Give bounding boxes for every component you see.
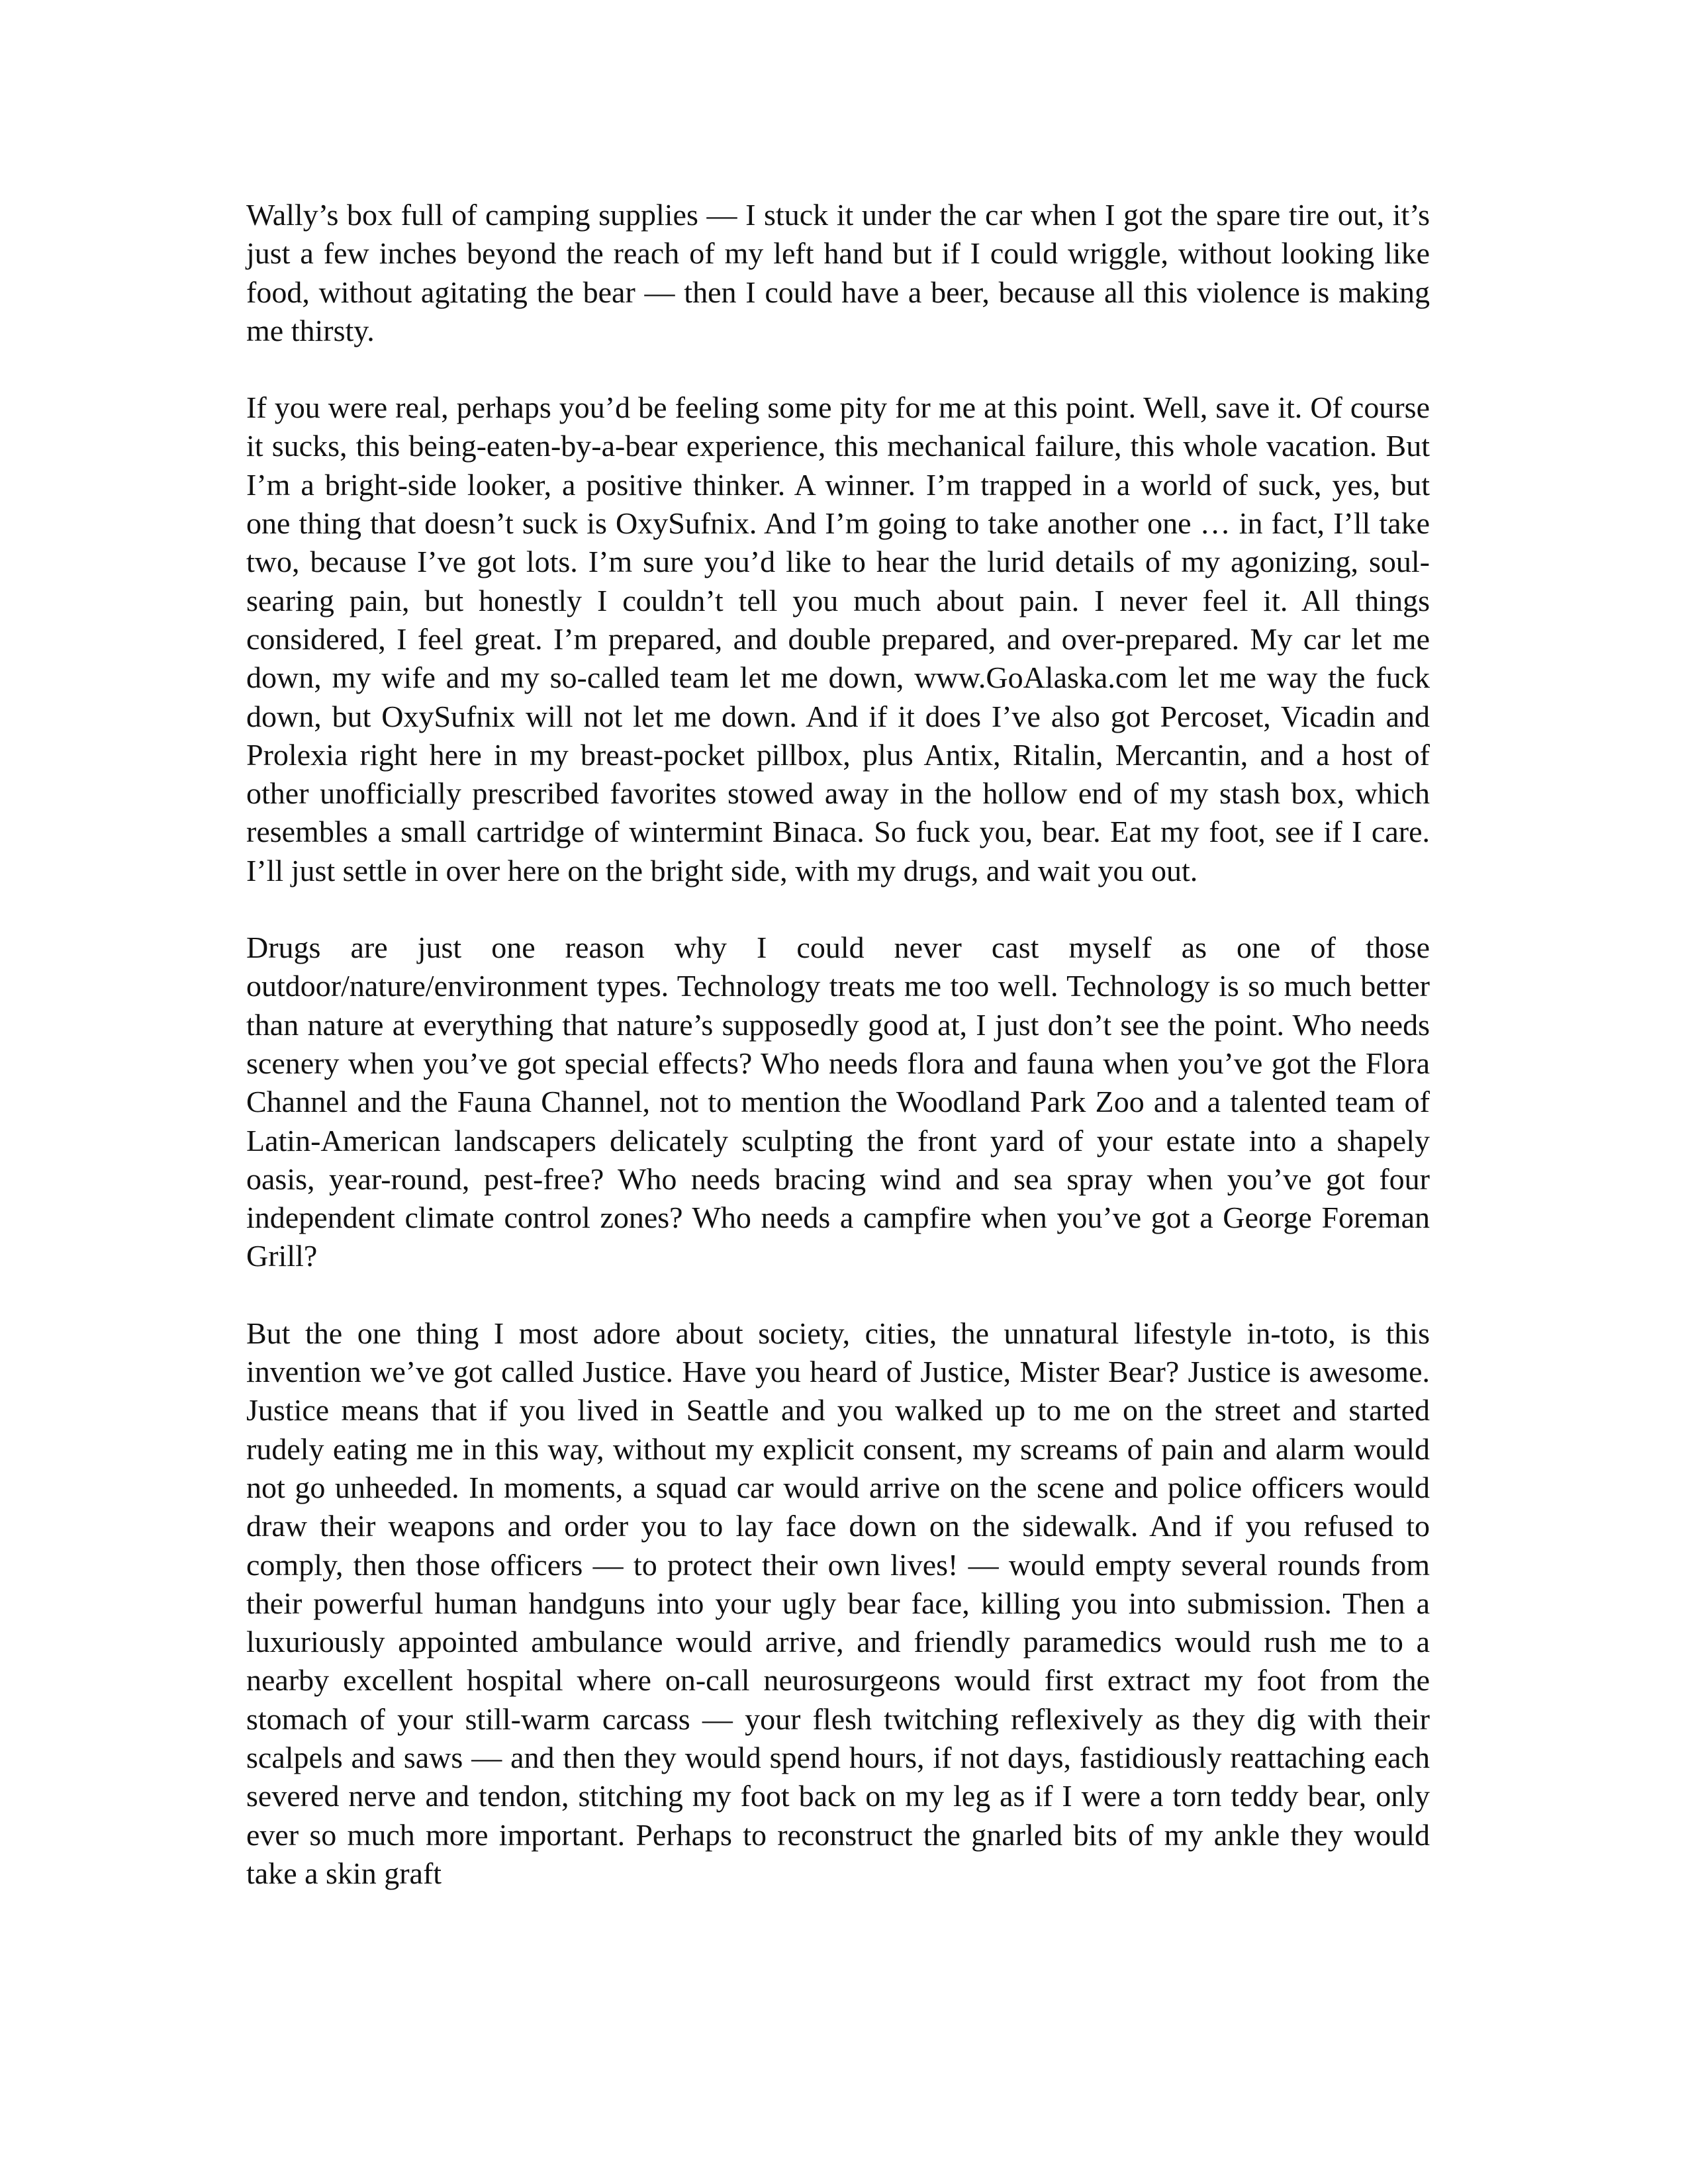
- paragraph-4: But the one thing I most adore about society, cities, the unnatural lifestyle in-toto, is this invention we’ve got called Justice. Have you heard of Justice, Mister Bear? Justice is awesome. Justice means that if you lived in Seattle and you walked up to me on the street and started rudely eating me in this way, without my explicit consent, my screams of pain and alarm would not go unheeded. In moments, a squad car would arrive on the scene and police officers would draw their weapons and order you to lay face down on the sidewalk. And if you refused to comply, then those officers — to protect their own lives! — would empty several rounds from their powerful human handguns into your ugly bear face, killing you into submission. Then a luxuriously appointed ambulance would arrive, and friendly paramedics would rush me to a nearby excellent hospital where on-call neurosurgeons would first extract my foot from the stomach of your still-warm carcass — your flesh twitching reflexively as they dig with their scalpels and saws — and then they would spend hours, if not days, fastidiously reattaching each severed nerve and tendon, stitching my foot back on my leg as if I were a torn teddy bear, only ever so much more important. Perhaps to reconstruct the gnarled bits of my ankle they would take a skin graft: [246, 1316, 1430, 1890]
- paragraph-2: If you were real, perhaps you’d be feeling some pity for me at this point. Well, save it. Of course it sucks, this being-eaten-by-a-bear experience, this mechanical failure, this whole vacation. But I’m a bright-side looker, a positive thinker. A winner. I’m trapped in a world of suck, yes, but one thing that doesn’t suck is OxySufnix. And I’m going to take another one … in fact, I’ll take two, because I’ve got lots. I’m sure you’d like to hear the lurid details of my agonizing, soul-searing pain, but honestly I couldn’t tell you much about pain. I never feel it. All things considered, I feel great. I’m prepared, and double prepared, and over-prepared. My car let me down, my wife and my so-called team let me down, www.GoAlaska.com let me way the fuck down, but OxySufnix will not let me down. And if it does I’ve also got Percoset, Vicadin and Prolexia right here in my breast-pocket pillbox, plus Antix, Ritalin, Mercantin, and a host of other unofficially prescribed favorites stowed away in the hollow end of my stash box, which resembles a small cartridge of wintermint Binaca. So fuck you, bear. Eat my foot, see if I care. I’ll just settle in over here on the bright side, with my drugs, and wait you out.: [246, 390, 1430, 887]
- body-text: [246, 196, 1430, 1893]
- paragraph-3: Drugs are just one reason why I could never cast myself as one of those outdoor/nature/environment types. Technology treats me too well. Technology is so much better than nature at everything that nature’s supposedly good at, I just don’t see the point. Who needs scenery when you’ve got special effects? Who needs flora and fauna when you’ve got the Flora Channel and the Fauna Channel, not to mention the Woodland Park Zoo and a talented team of Latin-American landscapers delicately sculpting the front yard of your estate into a shapely oasis, year-round, pest-free? Who needs bracing wind and sea spray when you’ve got four independent climate control zones? Who needs a campfire when you’ve got a George Foreman Grill?: [246, 931, 1430, 1273]
- paragraph-1: Wally’s box full of camping supplies — I stuck it under the car when I got the spare tire out, it’s just a few inches beyond the reach of my left hand but if I could wriggle, without looking like food, without agitating the bear — then I could have a beer, because all this violence is making me thirsty.: [246, 198, 1430, 347]
